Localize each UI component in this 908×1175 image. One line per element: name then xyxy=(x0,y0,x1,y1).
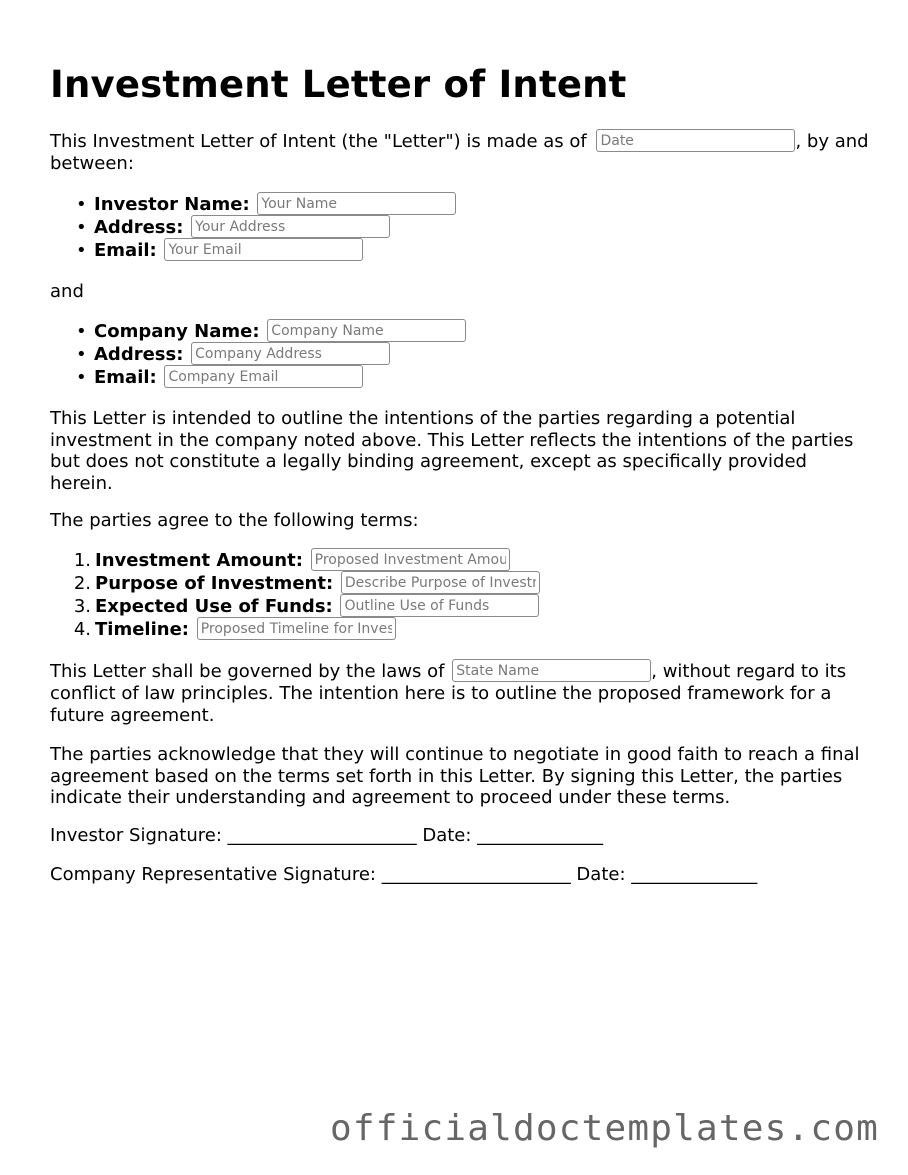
timeline-input[interactable] xyxy=(197,617,396,640)
purpose-paragraph: This Letter is intended to outline the intentions of the parties regarding a potential investment in the company noted above. This Letter reflects the intentions of the parties but does not constitute a legally binding agreement, except as specifically provided herein. xyxy=(50,408,854,494)
document-title: Investment Letter of Intent xyxy=(50,63,627,106)
company-name-label: Company Name: xyxy=(94,321,260,342)
investor-signature-line: Investor Signature: _____________________ Date: ______________ xyxy=(50,825,604,846)
bullet-marker: • xyxy=(76,240,87,261)
term-row xyxy=(50,595,539,618)
intro-text-after: , by and xyxy=(795,131,869,152)
company-name-input[interactable] xyxy=(267,319,466,342)
investor-name-input[interactable] xyxy=(257,192,456,215)
company-address-label: Address: xyxy=(94,344,184,365)
investor-address-label: Address: xyxy=(94,217,184,238)
term-label: Purpose of Investment: xyxy=(95,573,334,594)
investor-email-label: Email: xyxy=(94,240,157,261)
company-email-label: Email: xyxy=(94,367,157,388)
term-number: 1. xyxy=(73,550,91,571)
and-text: and xyxy=(50,281,84,302)
term-label: Investment Amount: xyxy=(95,550,303,571)
term-label: Timeline: xyxy=(95,619,189,640)
term-number: 3. xyxy=(73,596,91,617)
bullet-marker: • xyxy=(76,194,87,215)
use-of-funds-input[interactable] xyxy=(340,594,539,617)
term-label: Expected Use of Funds: xyxy=(95,596,333,617)
investment-purpose-input[interactable] xyxy=(341,571,540,594)
term-number: 2. xyxy=(73,573,91,594)
acknowledge-paragraph: The parties acknowledge that they will continue to negotiate in good faith to reach a final agreement based on the terms set forth in this Letter. By signing this Letter, the parties indicate their understanding and agreement to proceed under these terms. xyxy=(50,744,860,808)
investment-amount-input[interactable] xyxy=(311,548,510,571)
governing-line xyxy=(50,661,846,683)
investor-email-input[interactable] xyxy=(164,238,363,261)
company-address-input[interactable] xyxy=(191,342,390,365)
bullet-marker: • xyxy=(76,321,87,342)
governing-text: This Letter shall be governed by the laws of xyxy=(50,661,445,682)
governing-text-after: , without regard to its xyxy=(651,661,847,682)
intro-text: This Investment Letter of Intent (the "Letter") is made as of xyxy=(50,131,587,152)
letter-date-input[interactable] xyxy=(596,129,795,152)
company-email-input[interactable] xyxy=(164,365,363,388)
investor-name-label: Investor Name: xyxy=(94,194,250,215)
investor-address-row xyxy=(50,216,390,239)
term-row xyxy=(50,572,540,595)
site-watermark: officialdoctemplates.com xyxy=(330,1108,879,1149)
term-row xyxy=(50,549,510,572)
investor-address-input[interactable] xyxy=(191,215,390,238)
intro-line-2: between: xyxy=(50,153,134,174)
bullet-marker: • xyxy=(76,367,87,388)
company-name-row xyxy=(50,320,466,343)
company-signature-line: Company Representative Signature: _____________________ Date: ______________ xyxy=(50,864,758,885)
company-email-row xyxy=(50,366,363,389)
investor-name-row xyxy=(50,193,456,216)
term-row xyxy=(50,618,396,641)
state-name-input[interactable] xyxy=(452,659,651,682)
bullet-marker: • xyxy=(76,344,87,365)
governing-line-2: conflict of law principles. The intention here is to outline the proposed framework for a xyxy=(50,683,832,704)
intro-line xyxy=(50,131,869,153)
governing-line-3: future agreement. xyxy=(50,705,215,726)
investor-email-row xyxy=(50,239,363,262)
term-number: 4. xyxy=(73,619,91,640)
terms-intro: The parties agree to the following terms: xyxy=(50,510,419,531)
company-address-row xyxy=(50,343,390,366)
bullet-marker: • xyxy=(76,217,87,238)
